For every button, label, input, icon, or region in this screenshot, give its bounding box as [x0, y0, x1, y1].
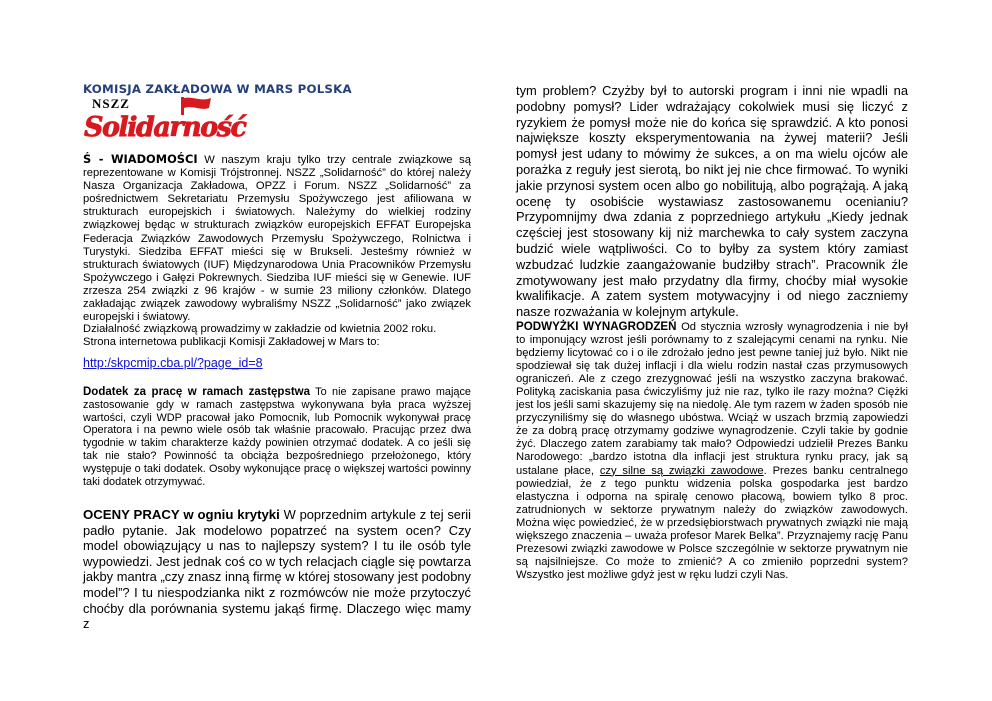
news-heading: Ś - WIADOMOŚCI: [83, 152, 198, 166]
ratings-continued: tym problem? Czyżby był to autorski program i inni nie wpadli na podobny pomysł? Lider wdrażający cokolwiek musi się liczyć z ryzykiem że pomysł może nie do końca się sprawdzić. A kto ponosi największe koszty eksperymentowania na żywej materii? Jeśli pomysł jest udany to mówimy że sukces, a on ma wielu ojców ale porażka z reguły jest sierotą, bo nikt jej nie chce firmować. To wyniki jakie przynosi system ocen albo go nobilitują, albo pogrążają. A jaką ocenę ty osobiście wystawiasz zastosowanemu ocenianiu? Przypomnijmy dwa zdania z poprzedniego artykułu „Kiedy jednak częściej jest stosowany kij niż marchewka to cały system zaczyna budzić wiele wątpliwości. Co to byłby za system który zamiast wzbudzać ludzkie zaangażowanie budziłby strach”. Pracownik źle zmotywowany jest mało przydatny dla firmy, choćby miał wysokie kwalifikacje. A zatem system motywacyjny i od niego zaczniemy nasze rozważania w kolejnym artykule.: [516, 83, 908, 320]
bonus-heading: Dodatek za pracę w ramach zastępstwa: [83, 386, 311, 398]
ratings-body: W poprzednim artykule z tej serii padło pytanie. Jak modelowo popatrzeć na system ocen? Czy model obowiązujący u nas to najlepszy system? I tu ile osób tyle wypowiedzi. Jest jednak coś co w tych relacjach ciągle się powtarza jakby mantra „czy znasz inną firmę w której stosowany jest podobny model”? I tu niespodzianka nikt z rozmówców nie może przytoczyć choćby dla porównania systemu jakąś firmę. Dlaczego więc mamy z: [83, 507, 472, 632]
ratings-section: [83, 507, 471, 632]
organization-title: KOMISJA ZAKŁADOWA W MARS POLSKA: [83, 82, 352, 96]
news-section: [83, 153, 471, 324]
raises-body-b: . Prezes banku centralnego powiedział, że z tego punktu widzenia polska gospodarka jest bardzo elastyczna i odporna na spiralę cenowo płacową, bowiem tylko 8 proc. zatrudnionych w sektorze prywatnym należy do związków zawodowych. Można więc powiedzieć, że w przedsiębiorstwach prywatnych związki nie mają większego znaczenia – uważa profesor Marek Belka”. Przyznajemy rację Panu Prezesowi związki zawodowe w Polsce szczególnie w sektorze prywatnym nie są najsilniejsze. Co może to zmienić? A co zmieniło poprzedni system? Wszystko jest możliwe gdyż jest w ręku ludzi czyli Nas.: [516, 464, 908, 581]
news-body-2: Działalność związkową prowadzimy w zakładzie od kwietnia 2002 roku. Strona internetowa publikacji Komisji Zakładowej w Mars to:: [83, 323, 437, 349]
raises-body-a: Od stycznia wzrosły wynagrodzenia i nie był to imponujący wzrost jeśli porównamy to z szalejącymi cenami na rynku. Nie będziemy licytować co i o ile zdrożało jedno jest pewne taniej już było. Nikt nie spodziewał się tak dużej inflacji i dla wielu rodzin nastał czas przymusowych ograniczeń. Ale z czego zrezygnować jeśli na wszystko zaczyna brakować. Polityką zaciskania pasa ćwiczyliśmy już nie raz, tylko ile razy można? Ciężki jest los jeśli sami skazujemy się na niedolę. Ale tym razem w żaden sposób nie przyczyniliśmy się do własnego ubóstwa. Wciąż w uszach brzmią zapowiedzi że za dobrą pracę otrzymamy godziwe wynagrodzenie. Czyli takie by godnie żyć. Dlaczego zatem zarabiamy tak mało? Odpowiedzi udzielił Prezes Banku Narodowego: „bardzo istotna dla inflacji jest struktura rynku pracy, jak są ustalane płace,: [516, 321, 909, 477]
logo-solidarnosc-text: Solidarność: [84, 112, 246, 143]
ratings-heading: OCENY PRACY w ogniu krytyki: [83, 507, 280, 522]
raises-heading: PODWYŻKI WYNAGRODZEŃ: [516, 320, 677, 333]
raises-section: [516, 320, 908, 582]
news-body: W naszym kraju tylko trzy centrale związkowe są reprezentowane w Komisji Trójstronnej. NSZZ „Solidarność” do której należy Nasza Organizacja Zakładowa, OPZZ i Forum. NSZZ „Solidarność” za pośrednictwem Sekretariatu Przemysłu Spożywczego jest afiliowana w strukturach europejskich i światowych. Należymy do wielkiej rodziny związkowej będąc w strukturach związków europejskich EFFAT Europejska Federacja Związków Zawodowych Przemysłu Spożywczego, Rolnictwa i Turystyki. Siedziba EFFAT mieści się w Brukseli. Jesteśmy również w strukturach światowych (IUF) Międzynarodowa Unia Pracowników Przemysłu Spożywczego i Gałęzi Pokrewnych. Siedziba IUF mieści się w Genewie. IUF zrzesza 254 związki z 96 krajów - w sumie 23 miliony członków. Dlatego zakładając związek zawodowy wybraliśmy NSZZ „Solidarność” jako związek europejski i światowy.: [83, 154, 471, 324]
website-link[interactable]: http:/skpcmip.cba.pl/?page_id=8: [83, 356, 263, 370]
raises-underlined-quote: czy silne są związki zawodowe: [599, 464, 764, 477]
solidarnosc-logo: [83, 96, 253, 144]
logo-nszz-text: NSZZ: [92, 96, 130, 111]
bonus-body: To nie zapisane prawo mające zastosowanie gdy w ramach zastępstwa wykonywana była praca wyższej wartości, czyli WDP pracował jako Pomocnik, lub Pomocnik wykonywał pracę Operatora i na pewno wiele osób tak właśnie pracowało. Pracując przez dwa tygodnie w takim charakterze każdy powinien otrzymać dodatek. A co jeśli się tak nie stało? Powinność ta obciąża bezpośredniego przełożonego, który występuje o taki dodatek. Osoby wykonujące pracę o większej wartości powinny taki dodatek otrzymywać.: [83, 386, 471, 488]
bonus-section: [83, 386, 471, 488]
